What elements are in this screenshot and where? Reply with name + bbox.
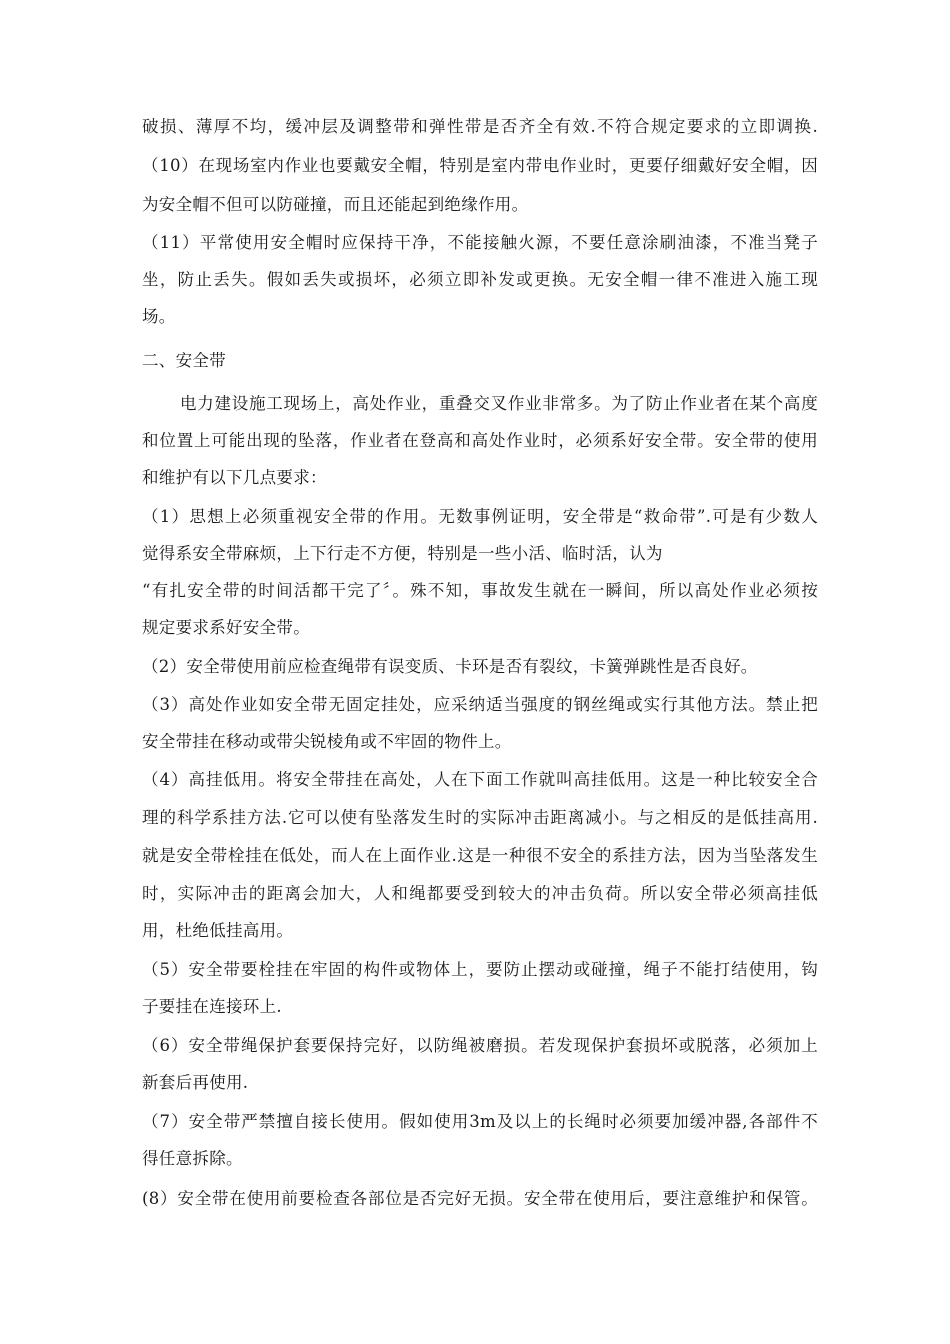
- text-line: (8）安全带在使用前要检查各部位是否完好无损。安全带在使用后，要注意维护和保管。: [142, 1189, 818, 1208]
- text-line: 和维护有以下几点要求：: [142, 468, 327, 487]
- text-line: 理的科学系挂方法.它可以使有坠落发生时的实际冲击距离减小。与之相反的是低挂高用.: [142, 808, 818, 827]
- text-line: 场。: [142, 307, 176, 326]
- text-line: 子要挂在连接环上.: [142, 997, 282, 1016]
- text-line: 破损、薄厚不均，缓冲层及调整带和弹性带是否齐全有效.不符合规定要求的立即调换.: [142, 117, 818, 136]
- text-line: （5）安全带要栓挂在牢固的构件或物体上，要防止摆动或碰撞，绳子不能打结使用，钩: [142, 960, 818, 979]
- text-line: （11）平常使用安全帽时应保持干净，不能接触火源，不要任意涂刷油漆，不准当凳子: [142, 233, 818, 252]
- text-line: （3）高处作业如安全带无固定挂处，应采纳适当强度的钢丝绳或实行其他方法。禁止把: [142, 695, 818, 714]
- text-line: （2）安全带使用前应检查绳带有误变质、卡环是否有裂纹，卡簧弹跳性是否良好。: [142, 657, 758, 676]
- text-line: （10）在现场室内作业也要戴安全帽，特别是室内带电作业时，更要仔细戴好安全帽，因: [142, 156, 818, 175]
- text-line: 坐，防止丢失。假如丢失或损坏，必须立即补发或更换。无安全帽一律不准进入施工现: [142, 270, 818, 289]
- text-line: （7）安全带严禁擅自接长使用。假如使用3m及以上的长绳时必须要加缓冲器,各部件不: [142, 1112, 818, 1131]
- text-line: “有扎安全带的时间活都干完了〞。殊不知，事故发生就在一瞬间，所以高处作业必须按: [142, 581, 818, 600]
- section-heading: 二、安全带: [142, 351, 226, 370]
- text-line: 觉得系安全带麻烦，上下行走不方便，特别是一些小活、临时活，认为: [142, 544, 663, 563]
- text-line: 为安全帽不但可以防碰撞，而且还能起到绝缘作用。: [142, 195, 529, 214]
- text-line: 电力建设施工现场上，高处作业，重叠交叉作业非常多。为了防止作业者在某个高度: [180, 394, 818, 413]
- text-line: 就是安全带栓挂在低处，而人在上面作业.这是一种很不安全的系挂方法，因为当坠落发生: [142, 846, 818, 865]
- text-line: 得任意拆除。: [142, 1149, 243, 1168]
- text-line: 和位置上可能出现的坠落，作业者在登高和高处作业时，必须系好安全带。安全带的使用: [142, 431, 818, 450]
- text-line: （4）高挂低用。将安全带挂在高处，人在下面工作就叫高挂低用。这是一种比较安全合: [142, 770, 818, 789]
- text-line: 用，杜绝低挂高用。: [142, 921, 294, 940]
- text-line: 新套后再使用.: [142, 1073, 249, 1092]
- text-line: （1）思想上必须重视安全带的作用。无数事例证明，安全带是“救命带”.可是有少数人: [142, 507, 818, 526]
- text-line: 时，实际冲击的距离会加大，人和绳都要受到较大的冲击负荷。所以安全带必须高挂低: [142, 884, 818, 903]
- text-line: 安全带挂在移动或带尖锐棱角或不牢固的物件上。: [142, 732, 512, 751]
- text-line: （6）安全带绳保护套要保持完好，以防绳被磨损。若发现保护套损坏或脱落，必须加上: [142, 1036, 818, 1055]
- text-line: 规定要求系好安全带。: [142, 618, 310, 637]
